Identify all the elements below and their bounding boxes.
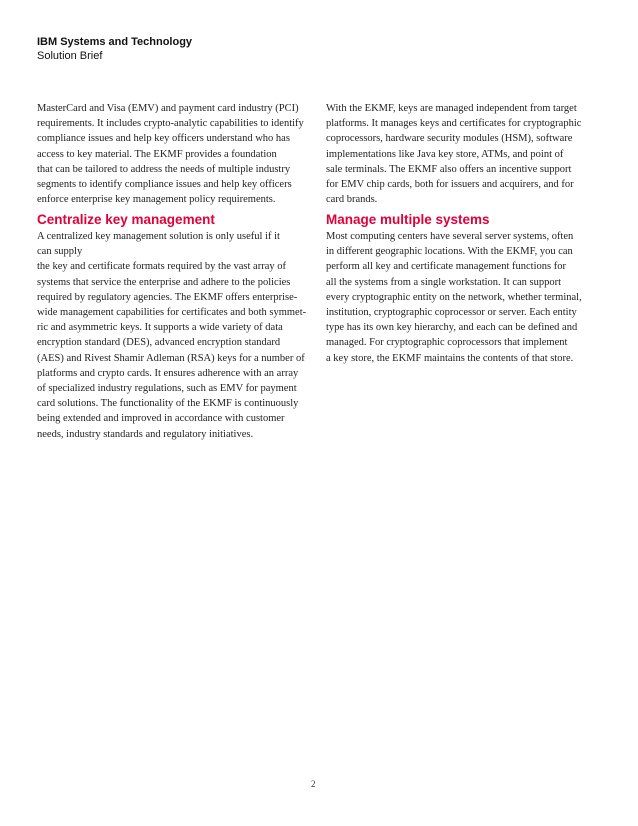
intro-left-paragraph [37, 101, 317, 207]
text-line: being extended and improved in accordance with customer [37, 413, 285, 425]
text-line: MasterCard and Visa (EMV) and payment card industry (PCI) [37, 103, 299, 114]
text-line: compliance issues and help key officers understand who has [37, 133, 290, 145]
text-line: card brands. [326, 194, 378, 206]
text-line: managed. For cryptographic coprocessors that implement [326, 337, 568, 349]
text-line: platforms and crypto cards. It ensures adherence with an array [37, 367, 299, 379]
text-line: A centralized key management solution is only useful if it [37, 231, 280, 242]
text-line: for EMV chip cards, both for issuers and acquirers, and for [326, 179, 574, 191]
section-manage-multiple-systems [326, 212, 606, 366]
text-line: (AES) and Rivest Shamir Adleman (RSA) keys for a number of [37, 352, 305, 364]
brand-title: IBM Systems and Technology [37, 36, 193, 48]
page-header [37, 35, 192, 63]
section-centralize-key-management [37, 212, 327, 442]
text-line: access to key material. The EKMF provides a foundation [37, 148, 277, 160]
text-line: perform all key and certificate management functions for [326, 261, 566, 273]
text-line: segments to identify compliance issues and help key officers [37, 179, 292, 191]
text-line: in different geographic locations. With the EKMF, you can [326, 246, 573, 258]
text-line: card solutions. The functionality of the EKMF is continuously [37, 398, 299, 410]
section-body [37, 229, 327, 442]
text-line: needs, industry standards and regulatory initiatives. [37, 428, 254, 440]
text-line: institution, cryptographic coprocessor or server. Each entity [326, 307, 577, 319]
text-line: systems that service the enterprise and adhere to the policies [37, 276, 291, 288]
text-line: encryption standard (DES), advanced encryption standard [37, 337, 281, 349]
text-line: With the EKMF, keys are managed independent from target [326, 103, 577, 114]
text-line: sale terminals. The EKMF also offers an incentive support [326, 163, 572, 175]
text-line: the key and certificate formats required by the vast array of [37, 261, 286, 273]
text-line: platforms. It manages keys and certificates for cryptographic [326, 118, 582, 130]
text-line: all the systems from a single workstation. It can support [326, 276, 562, 288]
page-number: 2 [311, 779, 316, 789]
section-body [326, 229, 606, 366]
text-line: coprocessors, hardware security modules (HSM), software [326, 133, 573, 145]
intro-right-paragraph [326, 101, 598, 207]
text-line: every cryptographic entity on the network, whether terminal, [326, 291, 582, 303]
section-heading: Manage multiple systems [326, 212, 490, 227]
text-line: required by regulatory agencies. The EKMF offers enterprise- [37, 291, 298, 303]
text-line: a key store, the EKMF maintains the contents of that store. [326, 352, 574, 364]
section-heading: Centralize key management [37, 212, 215, 227]
document-type: Solution Brief [37, 50, 103, 62]
text-line: Most computing centers have several server systems, often [326, 231, 574, 242]
text-line: requirements. It includes crypto-analytic capabilities to identify [37, 118, 304, 130]
text-line: ric and asymmetric keys. It supports a wide variety of data [37, 322, 283, 334]
text-line: implementations like Java key store, ATMs, and point of [326, 148, 564, 160]
text-line: wide management capabilities for certificates and both symmet- [37, 307, 307, 319]
text-line: enforce enterprise key management policy requirements. [37, 194, 276, 206]
text-line: that can be tailored to address the needs of multiple industry [37, 163, 291, 175]
text-line: type has its own key hierarchy, and each can be defined and [326, 322, 578, 334]
text-line: of specialized industry regulations, such as EMV for payment [37, 383, 297, 395]
text-line: can supply [37, 246, 83, 258]
